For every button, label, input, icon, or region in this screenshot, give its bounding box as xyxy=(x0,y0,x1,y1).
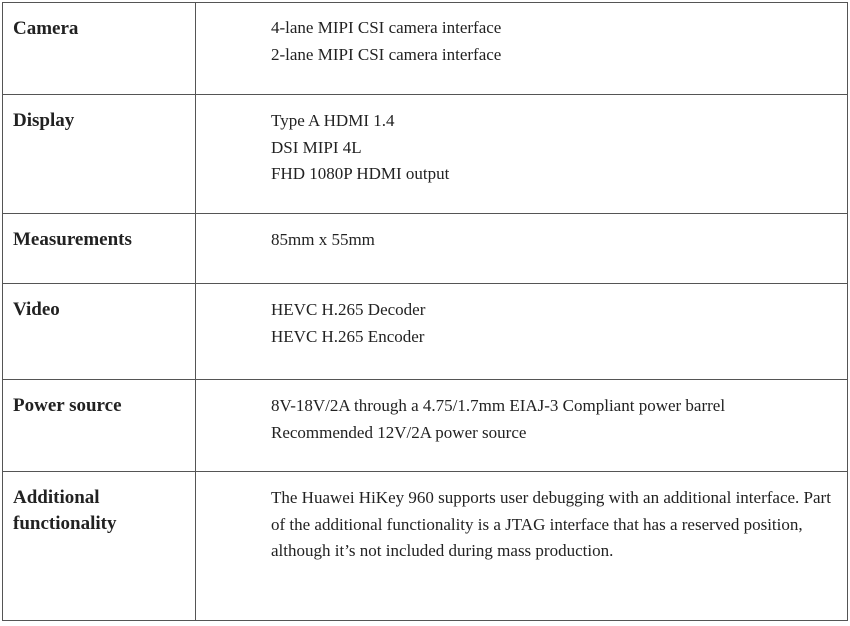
row-label: Additional functionality xyxy=(13,487,117,534)
row-value-cell xyxy=(196,95,848,214)
row-value-cell xyxy=(196,3,848,95)
row-label-cell xyxy=(3,284,196,380)
value-line: FHD 1080P HDMI output xyxy=(271,164,450,183)
value-paragraph: The Huawei HiKey 960 supports user debugging with an additional interface. Part of the additional functionality is a JTAG interface that has a reserved position, although it’s not included during mass production. xyxy=(271,488,831,560)
row-label-cell xyxy=(3,95,196,214)
value-line: 2-lane MIPI CSI camera interface xyxy=(271,44,502,64)
value-line: 4-lane MIPI CSI camera interface xyxy=(271,18,502,37)
value-line: 85mm x 55mm xyxy=(271,230,375,249)
row-label: Power source xyxy=(13,395,122,416)
row-label: Video xyxy=(13,299,60,320)
row-label: Camera xyxy=(13,18,79,39)
row-label-cell xyxy=(3,472,196,621)
table-row xyxy=(3,214,848,284)
value-line: 8V-18V/2A through a 4.75/1.7mm EIAJ-3 Compliant power barrel xyxy=(271,396,726,415)
row-label: Measurements xyxy=(13,229,132,250)
row-value-cell xyxy=(196,472,848,621)
table-row xyxy=(3,95,848,214)
value-line: Recommended 12V/2A power source xyxy=(271,422,527,442)
value-line: HEVC H.265 Encoder xyxy=(271,326,425,346)
row-label-cell xyxy=(3,3,196,95)
row-label-cell xyxy=(3,214,196,284)
table-row xyxy=(3,284,848,380)
table-row xyxy=(3,472,848,621)
table-row xyxy=(3,3,848,95)
spec-table xyxy=(2,2,848,621)
row-value-cell xyxy=(196,284,848,380)
row-label-cell xyxy=(3,380,196,472)
row-label: Display xyxy=(13,110,75,131)
value-line: HEVC H.265 Decoder xyxy=(271,300,426,319)
row-value-cell xyxy=(196,214,848,284)
value-line: DSI MIPI 4L xyxy=(271,137,362,157)
value-line: Type A HDMI 1.4 xyxy=(271,111,395,130)
table-row xyxy=(3,380,848,472)
row-value-cell xyxy=(196,380,848,472)
